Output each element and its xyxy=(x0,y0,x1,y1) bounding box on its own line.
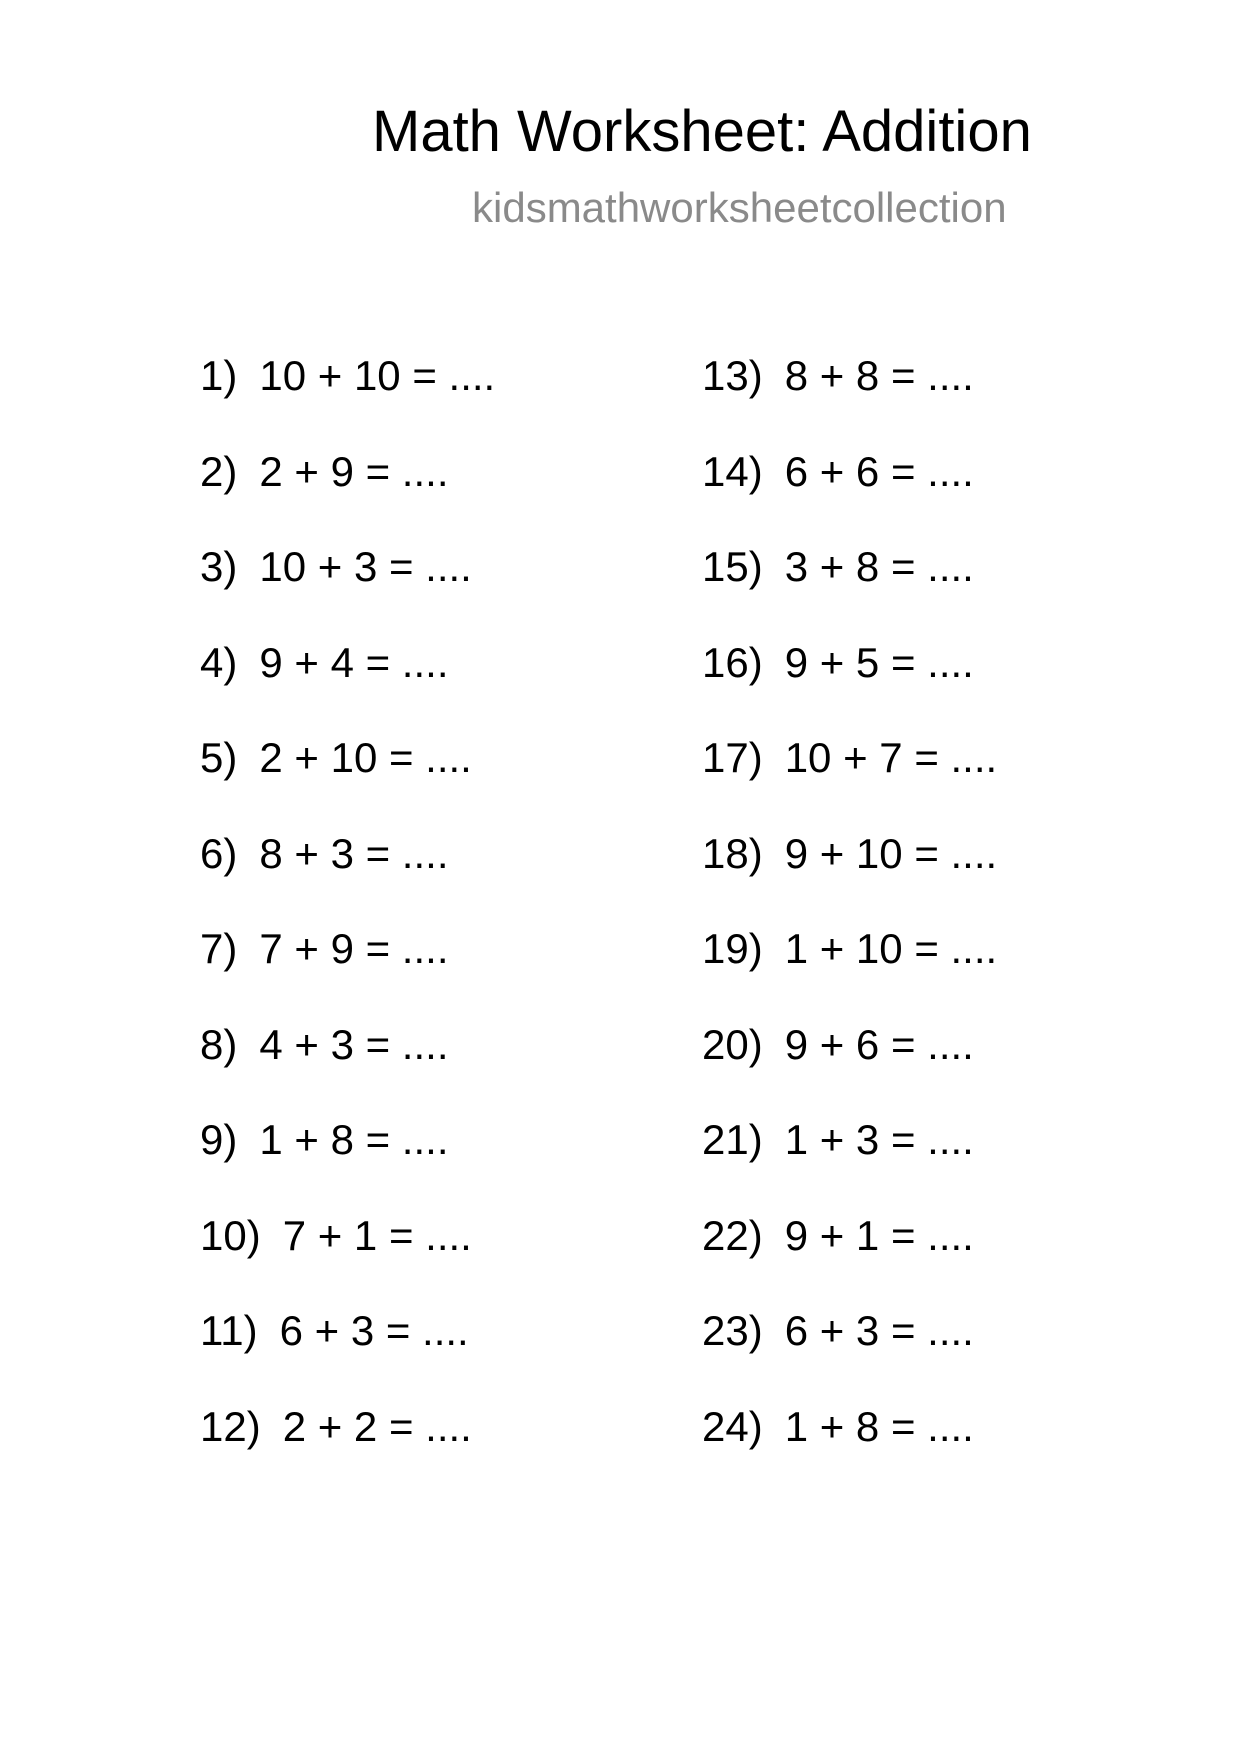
problem-expression: 8 + 8 = .... xyxy=(784,352,974,399)
problem-number: 4) xyxy=(200,638,238,686)
problem-number: 14) xyxy=(702,447,763,495)
problem-item xyxy=(702,1305,1102,1401)
problem-item xyxy=(200,637,600,733)
problem-item xyxy=(200,541,600,637)
problem-expression: 7 + 1 = .... xyxy=(282,1211,472,1259)
problem-expression: 9 + 1 = .... xyxy=(784,1211,974,1259)
problem-expression: 10 + 10 = .... xyxy=(259,352,496,399)
problem-number: 16) xyxy=(702,638,763,686)
page-title: Math Worksheet: Addition xyxy=(372,99,1032,164)
problem-number: 9) xyxy=(200,1116,238,1163)
problem-expression: 1 + 10 = .... xyxy=(784,925,998,972)
problem-expression: 10 + 3 = .... xyxy=(259,543,472,590)
problem-number: 12) xyxy=(200,1402,261,1450)
problem-expression: 1 + 8 = .... xyxy=(784,1402,974,1450)
problem-expression: 3 + 8 = .... xyxy=(784,543,974,590)
problem-expression: 7 + 9 = .... xyxy=(259,925,449,972)
problem-item xyxy=(702,828,1102,924)
problem-number: 13) xyxy=(702,352,763,399)
problems-column-right xyxy=(702,350,1102,1496)
problem-number: 1) xyxy=(200,352,238,399)
problem-item xyxy=(200,446,600,542)
problem-item xyxy=(702,446,1102,542)
problem-number: 19) xyxy=(702,925,763,972)
page-subtitle: kidsmathworksheetcollection xyxy=(472,184,1007,231)
problem-item xyxy=(200,350,600,446)
problem-number: 2) xyxy=(200,447,238,495)
problem-expression: 9 + 10 = .... xyxy=(784,829,998,877)
problem-item xyxy=(702,1114,1102,1210)
problem-item xyxy=(200,828,600,924)
problem-item xyxy=(702,350,1102,446)
problem-number: 11) xyxy=(200,1307,258,1354)
problem-expression: 9 + 5 = .... xyxy=(784,638,974,686)
problem-expression: 6 + 3 = .... xyxy=(279,1307,469,1354)
problem-expression: 9 + 4 = .... xyxy=(259,638,449,686)
problem-item xyxy=(702,637,1102,733)
problems-column-left xyxy=(200,350,600,1496)
problem-item xyxy=(200,732,600,828)
problem-item xyxy=(702,923,1102,1019)
problem-expression: 6 + 6 = .... xyxy=(784,447,974,495)
problem-number: 5) xyxy=(200,734,238,781)
problem-number: 15) xyxy=(702,543,763,590)
problem-number: 18) xyxy=(702,829,763,877)
problem-number: 23) xyxy=(702,1307,763,1354)
problem-number: 22) xyxy=(702,1211,763,1259)
problem-item xyxy=(702,732,1102,828)
problem-item xyxy=(200,923,600,1019)
problem-expression: 2 + 9 = .... xyxy=(259,447,449,495)
problem-number: 7) xyxy=(200,925,238,972)
problem-item xyxy=(702,1401,1102,1497)
problem-item xyxy=(200,1114,600,1210)
problem-item xyxy=(702,541,1102,637)
problem-item xyxy=(200,1401,600,1497)
problem-item xyxy=(200,1019,600,1115)
problem-number: 3) xyxy=(200,543,238,590)
problem-number: 20) xyxy=(702,1020,763,1068)
worksheet-header xyxy=(0,96,1240,246)
problem-expression: 1 + 8 = .... xyxy=(259,1116,449,1163)
problem-item xyxy=(702,1210,1102,1306)
problem-expression: 8 + 3 = .... xyxy=(259,829,449,877)
problem-expression: 4 + 3 = .... xyxy=(259,1020,449,1068)
problem-item xyxy=(200,1210,600,1306)
problem-number: 21) xyxy=(702,1116,763,1163)
problem-number: 17) xyxy=(702,734,763,781)
problem-expression: 10 + 7 = .... xyxy=(784,734,998,781)
problem-number: 8) xyxy=(200,1020,238,1068)
problem-expression: 6 + 3 = .... xyxy=(784,1307,974,1354)
problem-item xyxy=(200,1305,600,1401)
problem-expression: 9 + 6 = .... xyxy=(784,1020,974,1068)
problem-expression: 2 + 10 = .... xyxy=(259,734,472,781)
problem-item xyxy=(702,1019,1102,1115)
problem-number: 10) xyxy=(200,1211,261,1259)
problem-number: 24) xyxy=(702,1402,763,1450)
problem-expression: 1 + 3 = .... xyxy=(784,1116,974,1163)
problem-number: 6) xyxy=(200,829,238,877)
problem-expression: 2 + 2 = .... xyxy=(282,1402,472,1450)
